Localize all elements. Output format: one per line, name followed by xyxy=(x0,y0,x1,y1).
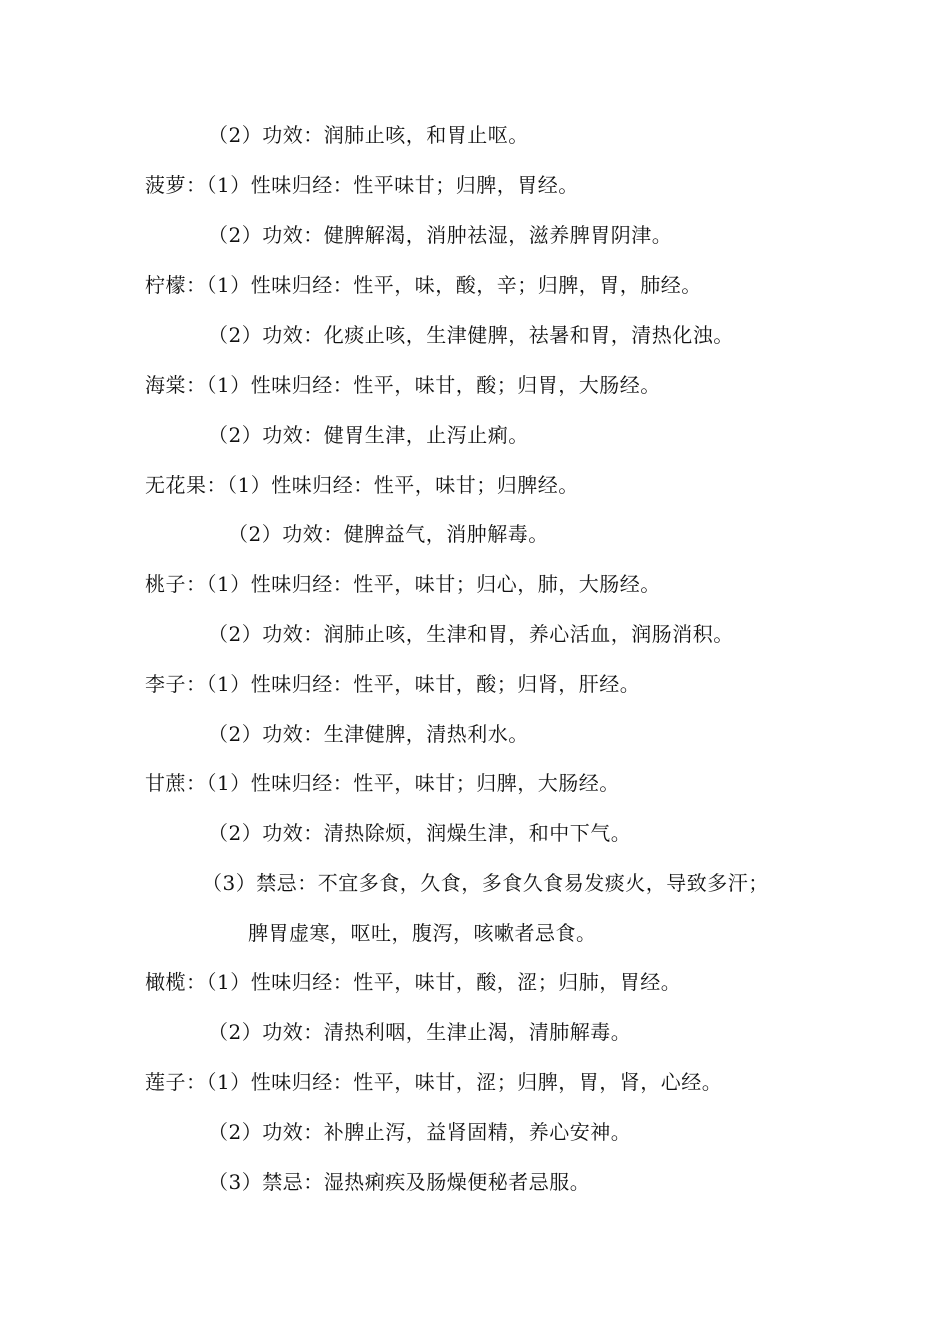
text-line: （2）功效：润肺止咳，生津和胃，养心活血，润肠消积。 xyxy=(208,622,734,646)
text-line: （3）禁忌：湿热痢疾及肠燥便秘者忌服。 xyxy=(208,1170,591,1194)
text-line: （2）功效：补脾止泻，益肾固精，养心安神。 xyxy=(208,1120,632,1144)
text-line: （2）功效：化痰止咳，生津健脾，祛暑和胃，清热化浊。 xyxy=(208,323,734,347)
text-line: （2）功效：润肺止咳，和胃止呕。 xyxy=(208,123,529,147)
text-line: 橄榄：（1）性味归经：性平，味甘，酸，涩；归肺，胃经。 xyxy=(145,970,682,994)
text-line: （3）禁忌：不宜多食，久食，多食久食易发痰火，导致多汗； xyxy=(202,871,769,895)
text-line: （2）功效：健胃生津，止泻止痢。 xyxy=(208,423,529,447)
text-line: （2）功效：健脾益气，消肿解毒。 xyxy=(228,522,549,546)
text-line: （2）功效：健脾解渴，消肿祛湿，滋养脾胃阴津。 xyxy=(208,223,673,247)
text-line: 柠檬：（1）性味归经：性平，味，酸，辛；归脾，胃，肺经。 xyxy=(145,273,702,297)
text-line: 海棠：（1）性味归经：性平，味甘，酸；归胃，大肠经。 xyxy=(145,373,661,397)
text-line: 莲子：（1）性味归经：性平，味甘，涩；归脾，胃，肾，心经。 xyxy=(145,1070,723,1094)
text-line: （2）功效：清热除烦，润燥生津，和中下气。 xyxy=(208,821,632,845)
text-line: 甘蔗：（1）性味归经：性平，味甘；归脾，大肠经。 xyxy=(145,771,620,795)
text-line: 脾胃虚寒，呕吐，腹泻，咳嗽者忌食。 xyxy=(248,921,597,945)
text-line: 李子：（1）性味归经：性平，味甘，酸；归肾，肝经。 xyxy=(145,672,641,696)
text-line: （2）功效：清热利咽，生津止渴，清肺解毒。 xyxy=(208,1020,632,1044)
text-line: 桃子：（1）性味归经：性平，味甘；归心，肺，大肠经。 xyxy=(145,572,661,596)
text-line: 菠萝：（1）性味归经：性平味甘；归脾，胃经。 xyxy=(145,173,579,197)
text-line: （2）功效：生津健脾，清热利水。 xyxy=(208,722,529,746)
text-line: 无花果：（1）性味归经：性平，味甘；归脾经。 xyxy=(145,473,579,497)
